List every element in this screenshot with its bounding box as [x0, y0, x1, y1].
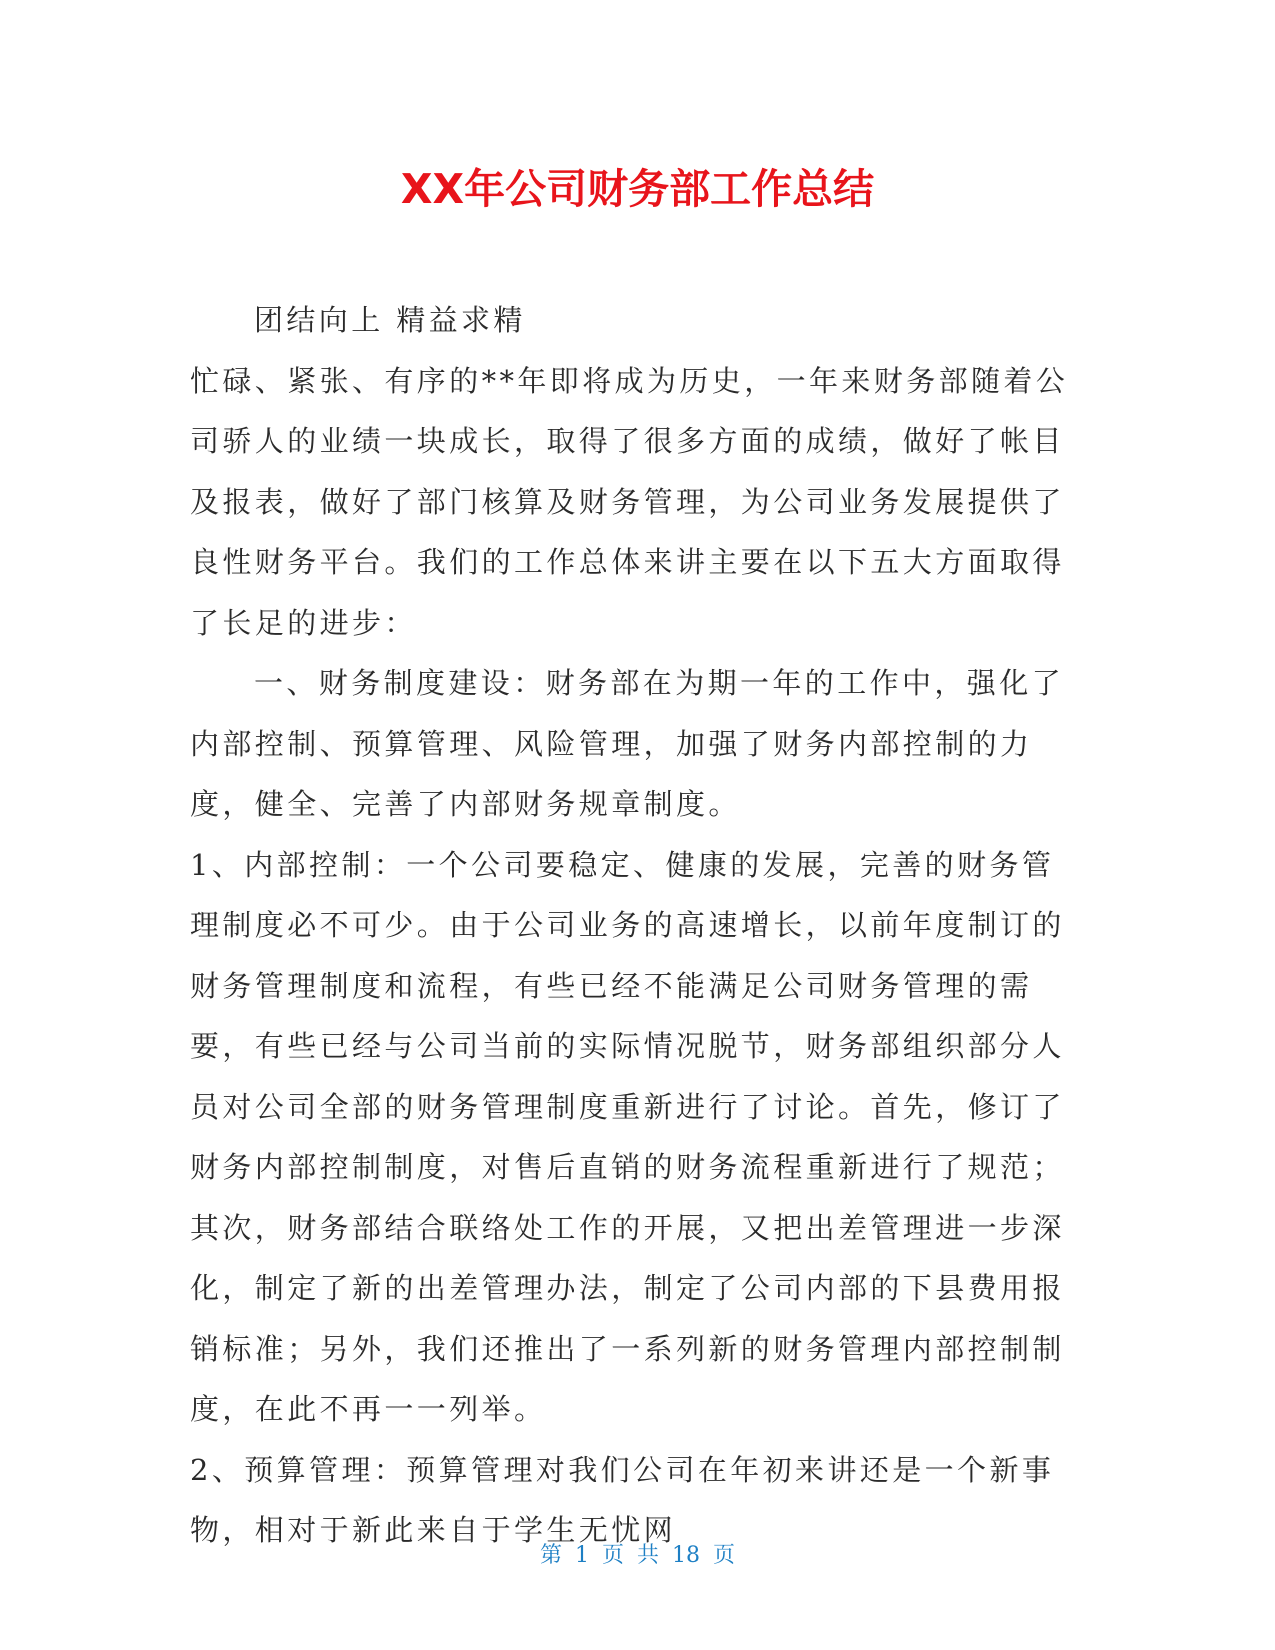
paragraph-internal-control: 1、内部控制：一个公司要稳定、健康的发展，完善的财务管理制度必不可少。由于公司业务的高速增长，以前年度制订的财务管理制度和流程，有些已经不能满足公司财务管理的需要，有些已经与公司当前的实际情况脱节，财务部组织部分人员对公司全部的财务管理制度重新进行了讨论。首先，修订了财务内部控制制度，对售后直销的财务流程重新进行了规范；其次，财务部结合联络处工作的开展，又把出差管理进一步深化，制定了新的出差管理办法，制定了公司内部的下县费用报销标准；另外，我们还推出了一系列新的财务管理内部控制制度，在此不再一一列举。 — [190, 847, 1065, 1426]
page-number: 第 1 页 共 18 页 — [540, 1543, 735, 1568]
document-body — [190, 290, 1080, 1561]
paragraph-budget-management: 2、预算管理：预算管理对我们公司在年初来讲还是一个新事物，相对于新此来自于学生无忧网 — [190, 1452, 1055, 1547]
document-title: XX年公司财务部工作总结 — [400, 165, 875, 213]
paragraph-intro: 忙碌、紧张、有序的**年即将成为历史，一年来财务部随着公司骄人的业绩一块成长，取得了很多方面的成绩，做好了帐目及报表，做好了部门核算及财务管理，为公司业务发展提供了良性财务平台。我们的工作总体来讲主要在以下五大方面取得了长足的进步： — [190, 363, 1069, 640]
subtitle: 团结向上 精益求精 — [254, 303, 526, 337]
paragraph-section-one: 一、财务制度建设：财务部在为期一年的工作中，强化了内部控制、预算管理、风险管理，加强了财务内部控制的力度，健全、完善了内部财务规章制度。 — [190, 666, 1065, 821]
